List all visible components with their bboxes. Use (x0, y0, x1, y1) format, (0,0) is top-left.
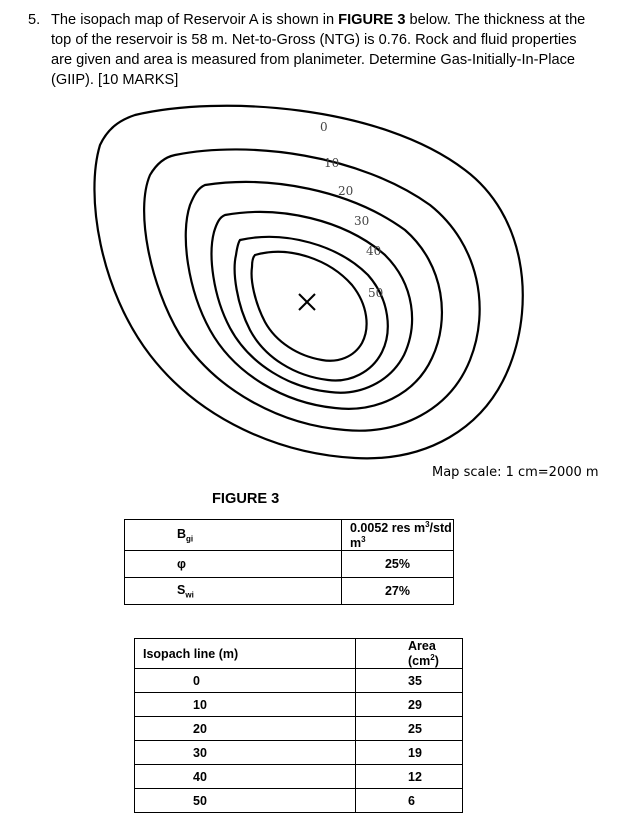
question-number: 5. (28, 12, 41, 28)
isopach-line: 10 (135, 693, 356, 717)
map-scale: Map scale: 1 cm=2000 m (432, 465, 599, 480)
property-value: 0.0052 res $m^3$/std $m^3$ (342, 520, 454, 551)
property-symbol: φ (125, 551, 342, 578)
isopach-area: 6 (356, 789, 463, 813)
property-symbol: $B_{gi}$ (125, 520, 342, 551)
property-symbol: $S_{wi}$ (125, 578, 342, 605)
contour-label: 20 (338, 184, 354, 198)
table-row (125, 551, 454, 578)
contour-label: 30 (354, 214, 370, 228)
isopach-area: 19 (356, 741, 463, 765)
properties-table (124, 519, 454, 605)
isopach-area: 35 (356, 669, 463, 693)
question-text: The isopach map of Reservoir A is shown in FIGURE 3 below. The thickness at the top of the reservoir is 58 m. Net-to-Gross (NTG) is 0.76. Rock and fluid properties are given and area is measured from planimeter. Determine Gas-Initially-In-Place (GIIP). [10 MARKS] (51, 12, 586, 88)
table-row (135, 765, 463, 789)
property-value: 27% (342, 578, 454, 605)
contour-label: 40 (366, 244, 382, 258)
table-header-row (135, 639, 463, 669)
question-block (28, 10, 588, 90)
contour-0 (94, 106, 522, 459)
column-header: Isopach line (m) (135, 639, 356, 669)
isopach-line: 0 (135, 669, 356, 693)
table-row (135, 741, 463, 765)
contour-label: 50 (368, 286, 384, 300)
isopach-area: 29 (356, 693, 463, 717)
table-row (135, 717, 463, 741)
contour-50 (252, 252, 367, 361)
table-row (135, 789, 463, 813)
isopach-area: 12 (356, 765, 463, 789)
isopach-line: 30 (135, 741, 356, 765)
isopach-area: 25 (356, 717, 463, 741)
table-row (135, 693, 463, 717)
table-row (135, 669, 463, 693)
isopach-map (80, 100, 540, 470)
isopach-table (134, 638, 463, 813)
column-header: Area $(cm^2)$ (356, 639, 463, 669)
well-marker-icon (299, 294, 315, 310)
isopach-line: 50 (135, 789, 356, 813)
isopach-line: 40 (135, 765, 356, 789)
property-value: 25% (342, 551, 454, 578)
figure-reference: FIGURE 3 (338, 12, 406, 28)
table-row (125, 520, 454, 551)
contour-label: 10 (324, 156, 340, 170)
table-row (125, 578, 454, 605)
figure-caption: FIGURE 3 (212, 491, 280, 507)
contour-label: 0 (320, 120, 328, 134)
isopach-line: 20 (135, 717, 356, 741)
